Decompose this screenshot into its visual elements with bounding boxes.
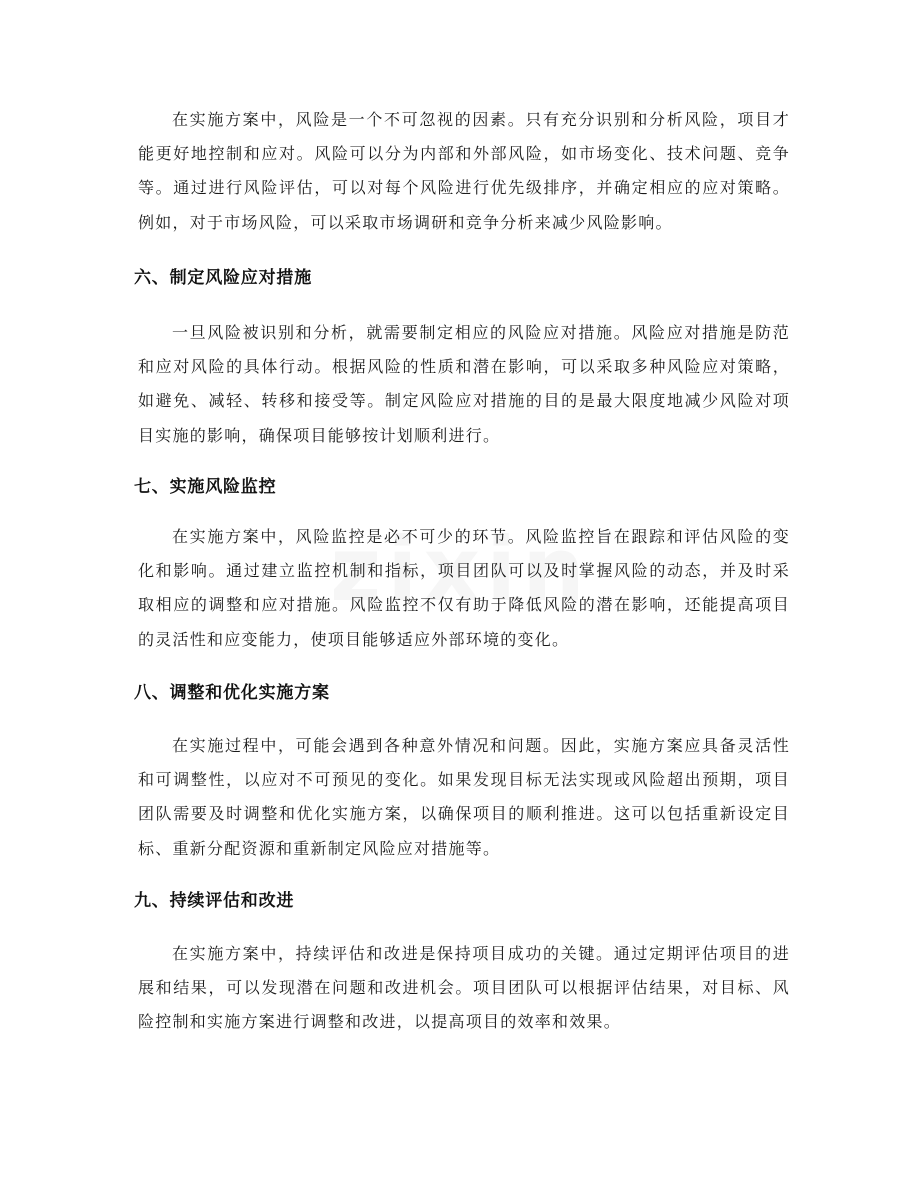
section-heading-7: 七、实施风险监控 [134,477,277,497]
section-heading-8: 八、调整和优化实施方案 [134,683,330,703]
section-body-8: 在实施过程中，可能会遇到各种意外情况和问题。因此，实施方案应具备灵活性和可调整性，以应对不可预见的变化。如果发现目标无法实现或风险超出预期，项目团队需要及时调整和优化实施方案，以确保项目的顺利推进。这可以包括重新设定目标、重新分配资源和重新制定风险应对措施等。 [138,736,790,858]
section-heading-9: 九、持续评估和改进 [134,891,295,911]
section-body-9: 在实施方案中，持续评估和改进是保持项目成功的关键。通过定期评估项目的进展和结果，可以发现潜在问题和改进机会。项目团队可以根据评估结果，对目标、风险控制和实施方案进行调整和改进，以提高项目的效率和效果。 [138,944,790,1032]
section-body-7: 在实施方案中，风险监控是必不可少的环节。风险监控旨在跟踪和评估风险的变化和影响。通过建立监控机制和指标，项目团队可以及时掌握风险的动态，并及时采取相应的调整和应对措施。风险监控不仅有助于降低风险的潜在影响，还能提高项目的灵活性和应变能力，使项目能够适应外部环境的变化。 [138,527,790,649]
section-heading-6: 六、制定风险应对措施 [134,268,312,288]
intro-paragraph: 在实施方案中，风险是一个不可忽视的因素。只有充分识别和分析风险，项目才能更好地控制和应对。风险可以分为内部和外部风险，如市场变化、技术问题、竞争等。通过进行风险评估，可以对每个风险进行优先级排序，并确定相应的应对策略。例如，对于市场风险，可以采取市场调研和竞争分析来减少风险影响。 [138,110,790,232]
section-body-6: 一旦风险被识别和分析，就需要制定相应的风险应对措施。风险应对措施是防范和应对风险的具体行动。根据风险的性质和潜在影响，可以采取多种风险应对策略，如避免、减轻、转移和接受等。制定风险应对措施的目的是最大限度地减少风险对项目实施的影响，确保项目能够按计划顺利进行。 [138,323,790,445]
